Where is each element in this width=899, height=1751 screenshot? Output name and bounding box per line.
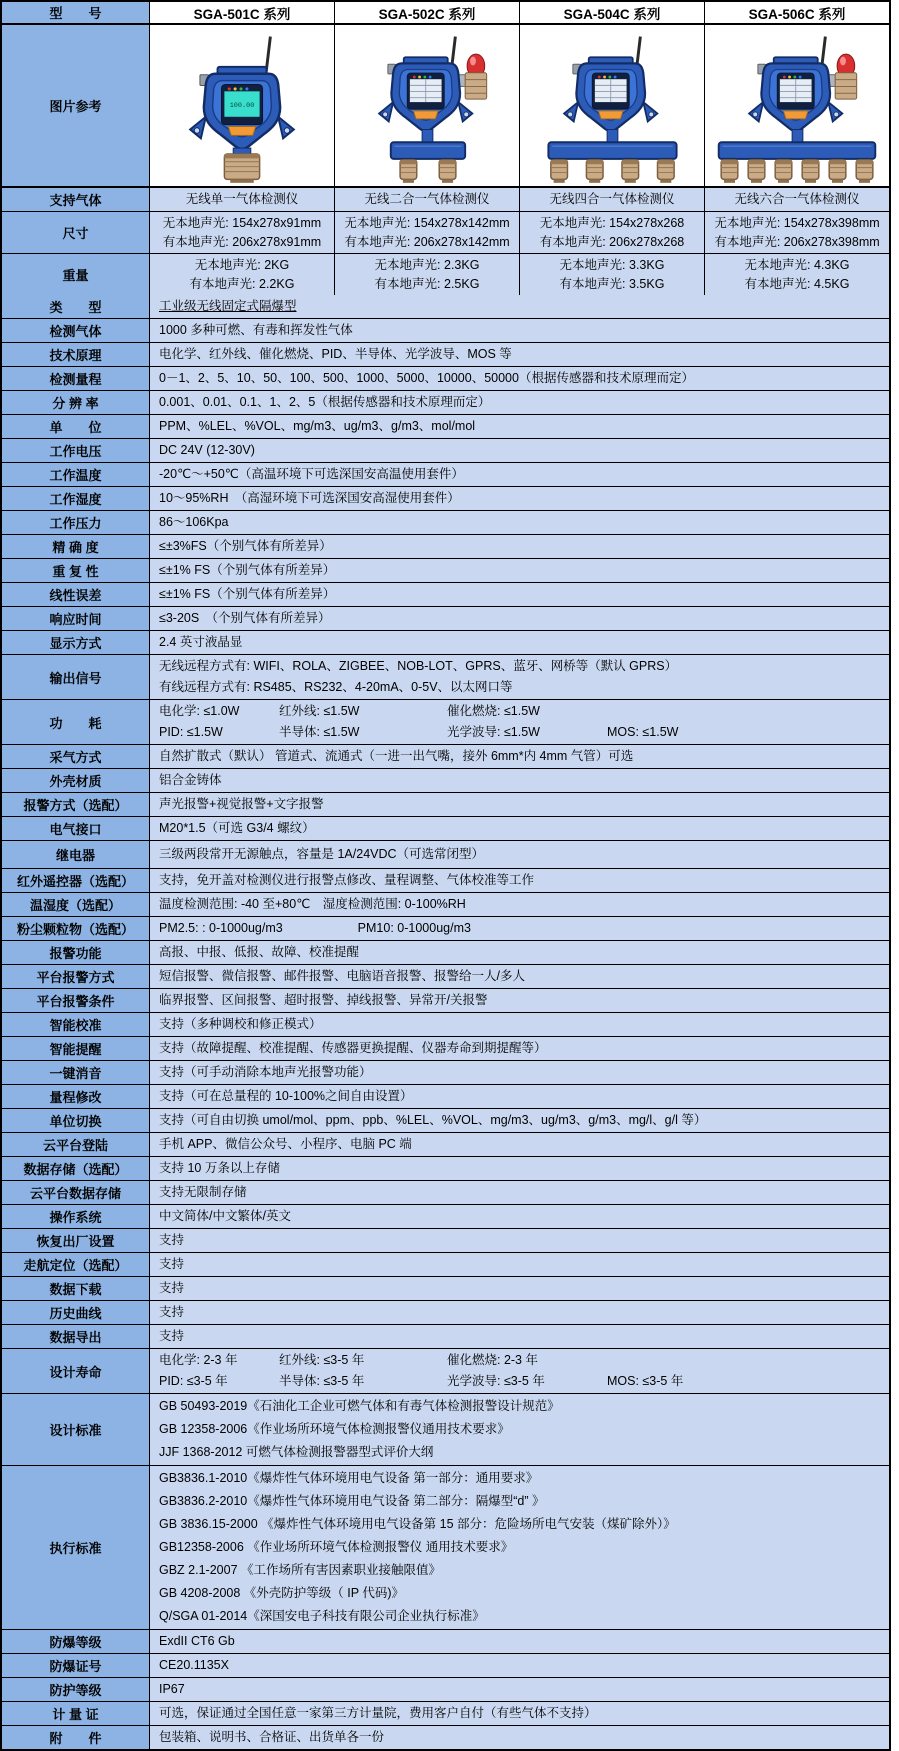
row-label: 数据导出 [2, 1325, 150, 1348]
row-label: 历史曲线 [2, 1301, 150, 1324]
spec-row [2, 295, 889, 319]
spec-value-cell [150, 700, 889, 744]
spec-row [2, 1654, 889, 1678]
spec-value: 支持（可在总量程的 10-100%之间自由设置） [159, 1089, 413, 1103]
spec-value-segment: 光学波导: ≤1.5W [447, 725, 540, 739]
spec-value: 手机 APP、微信公众号、小程序、电脑 PC 端 [159, 1137, 412, 1151]
spec-value: 有线远程方式有: RS485、RS232、4-20mA、0-5V、以太网口等 [159, 680, 513, 694]
spec-row [2, 941, 889, 965]
gas-sensor-icon [551, 160, 674, 183]
spec-value-cell [150, 295, 889, 318]
row-label: 防爆等级 [2, 1630, 150, 1653]
compare-cell [334, 188, 519, 211]
spec-row [2, 1630, 889, 1654]
spec-value-cell [150, 367, 889, 390]
spec-value-cell [150, 1394, 889, 1465]
row-label: 执行标准 [2, 1466, 150, 1629]
row-label: 支持气体 [2, 188, 150, 211]
row-label: 云平台登陆 [2, 1133, 150, 1156]
alarm-beacon-icon [835, 54, 857, 99]
compare-value: 无本地声光: 4.3KG [744, 257, 850, 272]
spec-value: PM2.5: : 0-1000ug/m3 PM10: 0-1000ug/m3 [159, 921, 471, 935]
model-header-label: 型 号 [2, 2, 150, 23]
spec-row [2, 1109, 889, 1133]
gas-sensor-icon [721, 160, 873, 183]
spec-value-segment: PID: ≤3-5 年 [159, 1374, 228, 1388]
row-label: 智能校准 [2, 1013, 150, 1036]
spec-value: PPM、%LEL、%VOL、mg/m3、ug/m3、g/m3、mol/mol [159, 419, 476, 433]
spec-row [2, 367, 889, 391]
spec-row [2, 965, 889, 989]
detector-body [379, 57, 472, 131]
spec-value-cell [150, 965, 889, 988]
spec-value-cell [150, 559, 889, 582]
spec-value-cell [150, 1726, 889, 1749]
spec-value-cell [150, 817, 889, 840]
spec-value: ≤±1% FS（个别气体有所差异） [159, 563, 336, 577]
spec-value-cell [150, 487, 889, 510]
spec-row [2, 1253, 889, 1277]
row-label: 粉尘颗粒物（选配） [2, 917, 150, 940]
spec-value: 无线远程方式有: WIFI、ROLA、ZIGBEE、NOB-LOT、GPRS、蓝牙、网桥等（默认 GPRS） [159, 659, 678, 673]
compare-cell [150, 188, 334, 211]
spec-value-segment: 红外线: ≤3-5 年 [279, 1353, 365, 1367]
row-label: 平台报警条件 [2, 989, 150, 1012]
spec-value-cell [150, 917, 889, 940]
spec-value-segment: 催化燃烧: ≤1.5W [447, 704, 540, 718]
compare-cell [150, 254, 334, 295]
spec-value-segment: 红外线: ≤1.5W [279, 704, 360, 718]
compare-cell [519, 254, 704, 295]
spec-value: Q/SGA 01-2014《深国安电子科技有限公司企业执行标准》 [159, 1609, 485, 1623]
row-label: 检测量程 [2, 367, 150, 390]
spec-value: M20*1.5（可选 G3/4 螺纹） [159, 821, 315, 835]
spec-row [2, 415, 889, 439]
spec-value-cell [150, 1109, 889, 1132]
row-label: 数据下载 [2, 1277, 150, 1300]
row-label: 显示方式 [2, 631, 150, 654]
image-reference-row [2, 25, 889, 188]
row-label: 云平台数据存储 [2, 1181, 150, 1204]
spec-value-cell [150, 1466, 889, 1629]
spec-value-segment: 电化学: ≤1.0W [159, 704, 240, 718]
series-header-4: SGA-506C 系列 [704, 2, 889, 23]
spec-value-cell [150, 631, 889, 654]
row-label: 类 型 [2, 295, 150, 318]
spec-row [2, 343, 889, 367]
spec-value: 温度检测范围: -40 至+80℃ 湿度检测范围: 0-100%RH [159, 897, 466, 911]
spec-row [2, 535, 889, 559]
row-label: 工作压力 [2, 511, 150, 534]
detector-body [749, 57, 842, 131]
spec-value-cell [150, 655, 889, 699]
spec-value: 支持无限制存储 [159, 1185, 247, 1199]
spec-row [2, 1205, 889, 1229]
spec-row [2, 511, 889, 535]
spec-value: 声光报警+视觉报警+文字报警 [159, 797, 324, 811]
spec-value-segment: 催化燃烧: 2-3 年 [447, 1353, 538, 1367]
compare-value: 无本地声光: 2.3KG [374, 257, 480, 272]
gas-sensor-icon [224, 154, 259, 183]
row-label: 技术原理 [2, 343, 150, 366]
spec-value: 可选，保证通过全国任意一家第三方计量院，费用客户自付（有些气体不支持） [159, 1706, 597, 1720]
row-label: 重量 [2, 254, 150, 295]
spec-row [2, 745, 889, 769]
row-label: 功 耗 [2, 700, 150, 744]
compare-cell [519, 212, 704, 253]
spec-value-cell [150, 1702, 889, 1725]
compare-value: 有本地声光: 2.5KG [374, 276, 480, 291]
compare-value: 无本地声光: 154x278x268 [539, 215, 685, 230]
spec-value-cell [150, 1133, 889, 1156]
row-label: 尺寸 [2, 212, 150, 253]
spec-value-cell [150, 1037, 889, 1060]
compare-row [2, 212, 889, 254]
compare-cell [519, 188, 704, 211]
spec-value: 中文简体/中文繁体/英文 [159, 1209, 291, 1223]
spec-value-cell [150, 583, 889, 606]
spec-row [2, 1277, 889, 1301]
spec-row [2, 1466, 889, 1630]
spec-row [2, 439, 889, 463]
spec-value-segment: MOS: ≤1.5W [607, 725, 679, 739]
spec-value-cell [150, 343, 889, 366]
row-label: 报警方式（选配） [2, 793, 150, 816]
spec-value-cell [150, 1085, 889, 1108]
spec-rows [2, 295, 889, 1749]
spec-value: 工业级无线固定式隔爆型 [159, 299, 297, 313]
spec-value-cell [150, 463, 889, 486]
spec-value-cell [150, 793, 889, 816]
compare-value: 有本地声光: 206x278x268 [539, 234, 685, 249]
series-header-2: SGA-502C 系列 [334, 2, 519, 23]
compare-value: 无线单一气体检测仪 [185, 192, 299, 206]
spec-row [2, 1678, 889, 1702]
row-label: 平台报警方式 [2, 965, 150, 988]
row-label: 操作系统 [2, 1205, 150, 1228]
spec-row [2, 1085, 889, 1109]
spec-value: 0.001、0.01、0.1、1、2、5（根据传感器和技术原理而定） [159, 395, 491, 409]
row-label: 单 位 [2, 415, 150, 438]
spec-row [2, 841, 889, 869]
spec-value: GBZ 2.1-2007 《工作场所有害因素职业接触限值》 [159, 1563, 441, 1577]
compare-value: 无本地声光: 2KG [194, 257, 290, 272]
spec-row [2, 487, 889, 511]
row-label: 电气接口 [2, 817, 150, 840]
spec-value-cell [150, 1325, 889, 1348]
row-label: 计 量 证 [2, 1702, 150, 1725]
row-label: 红外遥控器（选配） [2, 869, 150, 892]
row-label: 单位切换 [2, 1109, 150, 1132]
row-label: 外壳材质 [2, 769, 150, 792]
spec-value: DC 24V (12-30V) [159, 443, 255, 457]
spec-value: 支持（可自由切换 umol/mol、ppm、ppb、%LEL、%VOL、mg/m3、ug/m3、g/m3、mg/l、g/l 等） [159, 1113, 707, 1127]
spec-value-cell [150, 745, 889, 768]
spec-value: ≤±1% FS（个别气体有所差异） [159, 587, 336, 601]
row-label: 检测气体 [2, 319, 150, 342]
spec-row [2, 989, 889, 1013]
device-image-sga-501c [150, 25, 334, 186]
spec-value: 高报、中报、低报、故障、校准提醒 [159, 945, 360, 959]
spec-value: 支持（多种调校和修正模式） [159, 1017, 322, 1031]
row-label: 量程修改 [2, 1085, 150, 1108]
row-label: 设计寿命 [2, 1349, 150, 1393]
spec-value-cell [150, 893, 889, 916]
model-header-row [2, 2, 889, 25]
compare-value: 无线二合一气体检测仪 [364, 192, 490, 206]
spec-value-cell [150, 1253, 889, 1276]
compare-row [2, 188, 889, 212]
row-label: 智能提醒 [2, 1037, 150, 1060]
compare-value: 有本地声光: 3.5KG [559, 276, 665, 291]
spec-row [2, 583, 889, 607]
spec-value: GB3836.2-2010《爆炸性气体环境用电气设备 第二部分：隔爆型“d” 》 [159, 1494, 545, 1508]
spec-value-cell [150, 535, 889, 558]
spec-row [2, 319, 889, 343]
spec-value-columns [159, 722, 885, 743]
row-label: 数据存储（选配） [2, 1157, 150, 1180]
compare-value: 无线四合一气体检测仪 [549, 192, 675, 206]
spec-value: ≤3-20S （个别气体有所差异） [159, 611, 331, 625]
row-label: 采气方式 [2, 745, 150, 768]
spec-value: 临界报警、区间报警、超时报警、掉线报警、异常开/关报警 [159, 993, 488, 1007]
spec-value-cell [150, 841, 889, 868]
spec-value-cell [150, 1630, 889, 1653]
spec-value: 支持 [159, 1281, 185, 1295]
spec-value-cell [150, 1181, 889, 1204]
spec-value-cell [150, 1277, 889, 1300]
spec-value-columns [159, 1350, 885, 1371]
compare-cell [704, 254, 889, 295]
row-label: 设计标准 [2, 1394, 150, 1465]
row-label: 精 确 度 [2, 535, 150, 558]
spec-row [2, 1157, 889, 1181]
spec-value-cell [150, 391, 889, 414]
image-row-label: 图片参考 [2, 25, 150, 186]
spec-value: 三级两段常开无源触点，容量是 1A/24VDC（可选常闭型） [159, 847, 485, 861]
spec-value: 1000 多种可燃、有毒和挥发性气体 [159, 323, 353, 337]
row-label: 工作电压 [2, 439, 150, 462]
spec-value: 支持 10 万条以上存储 [159, 1161, 280, 1175]
compare-value: 无本地声光: 3.3KG [559, 257, 665, 272]
spec-row [2, 1181, 889, 1205]
spec-value: GB 12358-2006《作业场所环境气体检测报警仪通用技术要求》 [159, 1422, 510, 1436]
compare-row [2, 254, 889, 295]
spec-value: -20℃～+50℃（高温环境下可选深国安高温使用套件） [159, 467, 464, 481]
compare-value: 有本地声光: 4.5KG [744, 276, 850, 291]
compare-value: 无本地声光: 154x278x142mm [344, 215, 510, 230]
spec-value-cell [150, 607, 889, 630]
spec-value-cell [150, 511, 889, 534]
row-label: 继电器 [2, 841, 150, 868]
spec-row [2, 1229, 889, 1253]
spec-value: GB12358-2006 《作业场所环境气体检测报警仪 通用技术要求》 [159, 1540, 514, 1554]
spec-row [2, 559, 889, 583]
spec-row [2, 869, 889, 893]
spec-row [2, 917, 889, 941]
detector-body [564, 57, 657, 131]
spec-row [2, 793, 889, 817]
compare-cell [334, 212, 519, 253]
row-label: 线性误差 [2, 583, 150, 606]
spec-row [2, 1726, 889, 1749]
device-image-sga-502c [334, 25, 519, 186]
spec-value: 支持 [159, 1329, 185, 1343]
spec-row [2, 817, 889, 841]
device-image-sga-506c [704, 25, 889, 186]
spec-value: 86～106Kpa [159, 515, 229, 529]
spec-value: GB 3836.15-2000 《爆炸性气体环境用电气设备第 15 部分：危险场所电气安装（煤矿除外）》 [159, 1517, 676, 1531]
spec-row [2, 893, 889, 917]
spec-value-cell [150, 1349, 889, 1393]
spec-value-cell [150, 1157, 889, 1180]
row-label: 附 件 [2, 1726, 150, 1749]
spec-value: 支持 [159, 1233, 185, 1247]
row-label: 工作湿度 [2, 487, 150, 510]
spec-value: 自然扩散式（默认） 管道式、流通式（一进一出气嘴，接外 6mm*内 4mm 气管）可选 [159, 749, 634, 763]
spec-row [2, 700, 889, 745]
spec-value-cell [150, 1061, 889, 1084]
alarm-beacon-icon [465, 54, 487, 99]
spec-value: 支持（故障提醒、校准提醒、传感器更换提醒、仪器寿命到期提醒等） [159, 1041, 547, 1055]
spec-value: 电化学、红外线、催化燃烧、PID、半导体、光学波导、MOS 等 [159, 347, 512, 361]
spec-value-cell [150, 1229, 889, 1252]
compare-value: 有本地声光: 206x278x91mm [162, 234, 322, 249]
spec-value: 铝合金铸体 [159, 773, 222, 787]
spec-value-cell [150, 1678, 889, 1701]
spec-value-cell [150, 941, 889, 964]
spec-value: GB3836.1-2010《爆炸性气体环境用电气设备 第一部分：通用要求》 [159, 1471, 539, 1485]
spec-value-cell [150, 319, 889, 342]
row-label: 分 辨 率 [2, 391, 150, 414]
compare-cell [150, 212, 334, 253]
spec-row [2, 391, 889, 415]
spec-value: 包装箱、说明书、合格证、出货单各一份 [159, 1730, 385, 1744]
compare-cell [704, 212, 889, 253]
row-label: 防护等级 [2, 1678, 150, 1701]
device-image-sga-504c [519, 25, 704, 186]
spec-value-cell [150, 989, 889, 1012]
spec-row [2, 1301, 889, 1325]
compare-cell [704, 188, 889, 211]
spec-value: ≤±3%FS（个别气体有所差异） [159, 539, 332, 553]
spec-row [2, 631, 889, 655]
gas-sensor-icon [400, 160, 456, 183]
row-label: 走航定位（选配） [2, 1253, 150, 1276]
compare-value: 无本地声光: 154x278x91mm [162, 215, 322, 230]
spec-value: 短信报警、微信报警、邮件报警、电脑语音报警、报警给一人/多人 [159, 969, 525, 983]
spec-row [2, 1013, 889, 1037]
spec-row [2, 1133, 889, 1157]
spec-value: 10～95%RH （高湿环境下可选深国安高湿使用套件） [159, 491, 460, 505]
spec-value-segment: 半导体: ≤3-5 年 [279, 1374, 365, 1388]
row-label: 恢复出厂设置 [2, 1229, 150, 1252]
spec-row [2, 1061, 889, 1085]
spec-value-cell [150, 1301, 889, 1324]
spec-value-cell [150, 1205, 889, 1228]
spec-value: 支持（可手动消除本地声光报警功能） [159, 1065, 372, 1079]
spec-value-cell [150, 1013, 889, 1036]
row-label: 工作温度 [2, 463, 150, 486]
spec-row [2, 1702, 889, 1726]
spec-value-columns [159, 1371, 885, 1392]
spec-value-cell [150, 1654, 889, 1677]
spec-value: ExdII CT6 Gb [159, 1634, 235, 1648]
spec-value: 支持 [159, 1257, 185, 1271]
detector-body [190, 67, 294, 149]
spec-row [2, 655, 889, 700]
compare-cell [334, 254, 519, 295]
spec-value-segment: MOS: ≤3-5 年 [607, 1374, 684, 1388]
spec-value: JJF 1368-2012 可燃气体检测报警器型式评价大纲 [159, 1445, 434, 1459]
compare-value: 有本地声光: 2.2KG [189, 276, 295, 291]
spec-value: 2.4 英寸液晶显 [159, 635, 243, 649]
spec-value-segment: 电化学: 2-3 年 [159, 1353, 238, 1367]
spec-value: IP67 [159, 1682, 185, 1696]
compare-value: 无本地声光: 154x278x398mm [714, 215, 880, 230]
svg-text:100.00: 100.00 [229, 102, 255, 110]
row-label: 温湿度（选配） [2, 893, 150, 916]
spec-row [2, 1349, 889, 1394]
spec-value-cell [150, 415, 889, 438]
row-label: 输出信号 [2, 655, 150, 699]
spec-value: GB 4208-2008 《外壳防护等级（ IP 代码)》 [159, 1586, 404, 1600]
spec-row [2, 769, 889, 793]
spec-value: 支持，免开盖对检测仪进行报警点修改、量程调整、气体校准等工作 [159, 873, 535, 887]
series-header-1: SGA-501C 系列 [150, 2, 334, 23]
row-label: 报警功能 [2, 941, 150, 964]
spec-value-cell [150, 869, 889, 892]
spec-value-segment: 半导体: ≤1.5W [279, 725, 360, 739]
row-label: 防爆证号 [2, 1654, 150, 1677]
spec-value-cell [150, 769, 889, 792]
spec-value: 支持 [159, 1305, 185, 1319]
spec-row [2, 1325, 889, 1349]
spec-value: 0－1、2、5、10、50、100、500、1000、5000、10000、50000（根据传感器和技术原理而定） [159, 371, 694, 385]
compare-value: 无线六合一气体检测仪 [734, 192, 860, 206]
spec-value: GB 50493-2019《石油化工企业可燃气体和有毒气体检测报警设计规范》 [159, 1399, 560, 1413]
spec-value: CE20.1135X [159, 1658, 229, 1672]
spec-row [2, 1037, 889, 1061]
spec-row [2, 1394, 889, 1466]
row-label: 响应时间 [2, 607, 150, 630]
row-label: 重 复 性 [2, 559, 150, 582]
spec-value-segment: 光学波导: ≤3-5 年 [447, 1374, 545, 1388]
spec-value-columns [159, 701, 885, 722]
comparison-rows [2, 188, 889, 295]
spec-row [2, 607, 889, 631]
spec-value-cell [150, 439, 889, 462]
series-header-3: SGA-504C 系列 [519, 2, 704, 23]
spec-row [2, 463, 889, 487]
spec-value-segment: PID: ≤1.5W [159, 725, 223, 739]
compare-value: 有本地声光: 206x278x142mm [344, 234, 510, 249]
row-label: 一键消音 [2, 1061, 150, 1084]
compare-value: 有本地声光: 206x278x398mm [714, 234, 880, 249]
